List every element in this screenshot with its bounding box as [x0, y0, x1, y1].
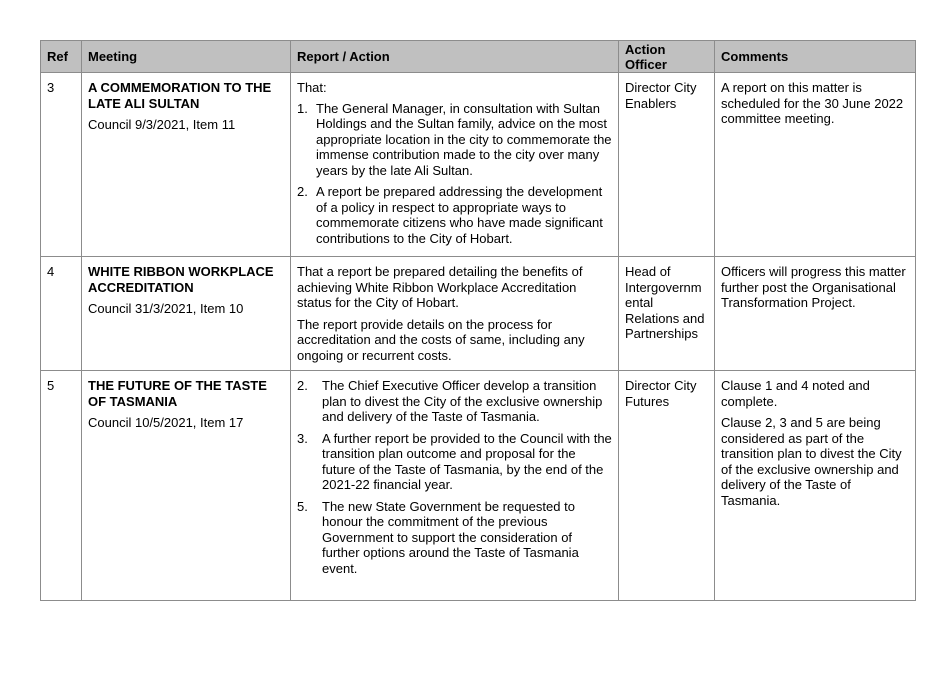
item-number: 1. — [297, 100, 308, 116]
list-item — [297, 499, 612, 577]
ref-cell: 3 — [41, 73, 82, 257]
item-text: A further report be provided to the Council with the transition plan outcome and proposal for the future of the Taste of Tasmania, by the end of the 2021-22 financial year. — [322, 430, 612, 492]
report-paragraph: That a report be prepared detailing the benefits of achieving White Ribbon Workplace Accreditation status for the City of Hobart. — [297, 264, 583, 310]
item-number: 2. — [297, 184, 308, 199]
comments-cell — [715, 73, 916, 257]
report-intro: That: — [297, 80, 327, 95]
list-item — [297, 378, 612, 425]
meeting-cell — [82, 73, 291, 257]
item-text: The General Manager, in consultation with Sultan Holdings and the Sultan family, advice on the most appropriate location in the city to commemorate the immense contribution made to the city over many years by the late Ali Sultan. — [316, 100, 612, 178]
item-text: The Chief Executive Officer develop a transition plan to divest the City of the exclusive ownership and delivery of the Taste of Tasmania. — [322, 378, 603, 424]
list-item — [297, 184, 612, 246]
table-row — [41, 257, 916, 371]
officer-cell: Director City Futures — [619, 371, 715, 601]
list-item — [297, 431, 612, 493]
meeting-title: WHITE RIBBON WORKPLACE ACCREDITATION — [88, 264, 274, 295]
meeting-cell — [82, 371, 291, 601]
ref-cell: 4 — [41, 257, 82, 371]
actions-table — [40, 40, 916, 601]
comments-cell — [715, 371, 916, 601]
comment-text: Officers will progress this matter further post the Organisational Transformation Project. — [721, 264, 906, 310]
table-row — [41, 73, 916, 257]
item-number: 3. — [297, 430, 308, 446]
meeting-cell — [82, 257, 291, 371]
header-meeting: Meeting — [82, 41, 291, 73]
meeting-reference: Council 10/5/2021, Item 17 — [88, 415, 244, 430]
report-cell — [291, 257, 619, 371]
report-cell — [291, 371, 619, 601]
item-number: 5. — [297, 498, 308, 514]
officer-cell: Head of Intergovernm ental Relations and Partnerships — [619, 257, 715, 371]
comment-text: Clause 1 and 4 noted and complete. — [721, 378, 870, 409]
report-paragraph: The report provide details on the process for accreditation and the costs of same, including any ongoing or recurrent costs. — [297, 316, 585, 363]
report-cell — [291, 73, 619, 257]
header-ref: Ref — [41, 41, 82, 73]
officer-cell: Director City Enablers — [619, 73, 715, 257]
header-report-action: Report / Action — [291, 41, 619, 73]
comment-text: A report on this matter is scheduled for the 30 June 2022 committee meeting. — [721, 80, 904, 126]
ref-cell: 5 — [41, 371, 82, 601]
report-list — [297, 378, 612, 576]
meeting-title: THE FUTURE OF THE TASTE OF TASMANIA — [88, 378, 267, 409]
item-number: 2. — [297, 378, 308, 393]
meeting-reference: Council 9/3/2021, Item 11 — [88, 117, 236, 132]
comments-cell — [715, 257, 916, 371]
comment-text: Clause 2, 3 and 5 are being considered as part of the transition plan to divest the City of the exclusive ownership and delivery of the Taste of Tasmania. — [721, 415, 902, 508]
item-text: The new State Government be requested to honour the commitment of the previous Government to support the consideration of further options around the Taste of Tasmania event. — [322, 498, 579, 576]
item-text: A report be prepared addressing the development of a policy in respect to appropriate ways to commemorate citizens who have made significant contributions to the City of Hobart. — [316, 184, 603, 246]
table-row — [41, 371, 916, 601]
header-action-officer: Action Officer — [619, 41, 715, 73]
list-item — [297, 101, 612, 179]
meeting-reference: Council 31/3/2021, Item 10 — [88, 301, 244, 316]
report-list — [297, 101, 612, 247]
meeting-title: A COMMEMORATION TO THE LATE ALI SULTAN — [88, 80, 272, 111]
header-row — [41, 41, 916, 73]
header-comments: Comments — [715, 41, 916, 73]
